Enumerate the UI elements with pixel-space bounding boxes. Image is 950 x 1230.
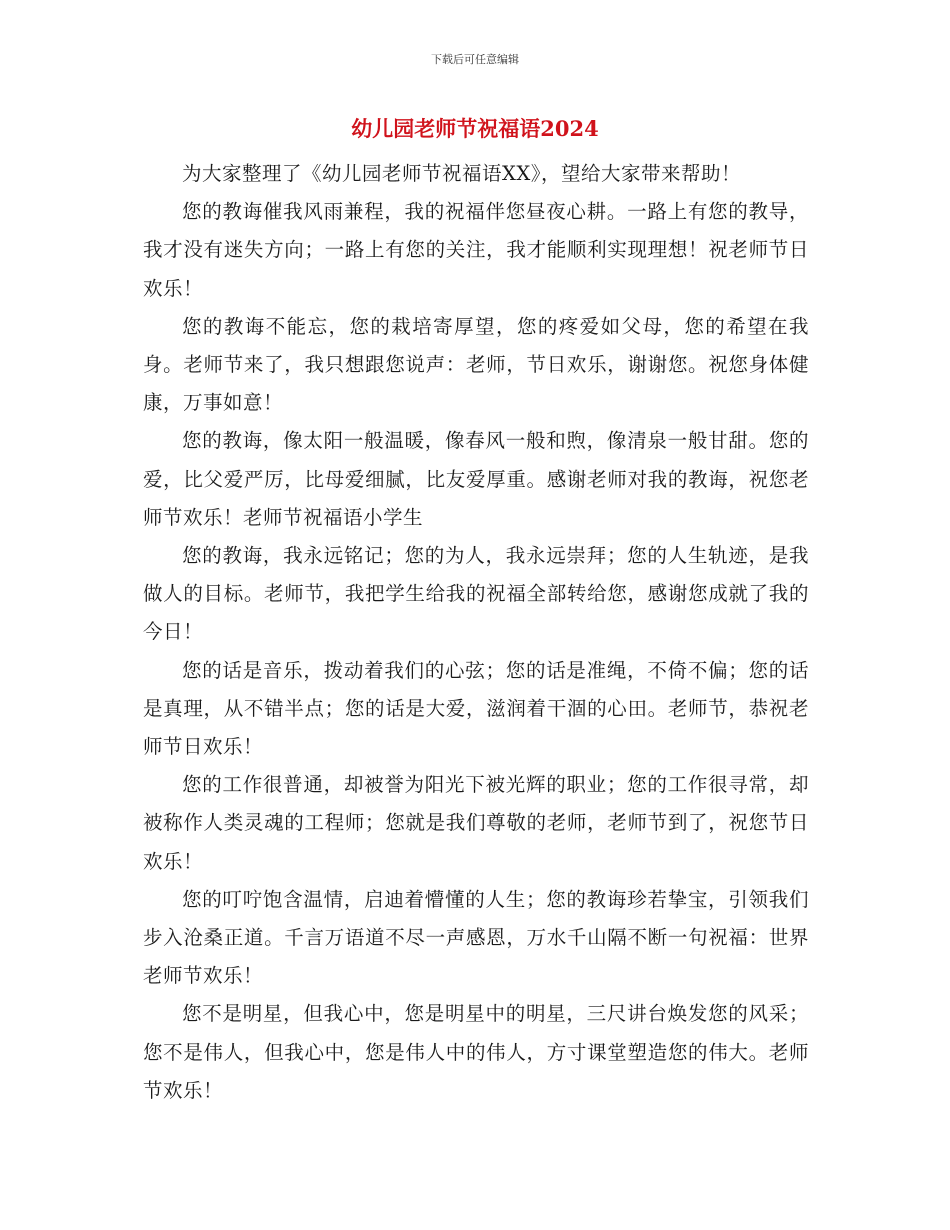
document-title: 幼儿园老师节祝福语2024 <box>351 116 599 141</box>
paragraph-greeting: 您的教诲，像太阳一般温暖，像春风一般和煦，像清泉一般甘甜。您的爱，比父爱严厉，比母爱细腻，比友爱厚重。感谢老师对我的教诲，祝您老师节欢乐！老师节祝福语小学生 <box>143 429 809 529</box>
document-body <box>143 155 809 1110</box>
paragraph-greeting: 您的教诲不能忘，您的栽培寄厚望，您的疼爱如父母，您的希望在我身。老师节来了，我只想跟您说声：老师，节日欢乐，谢谢您。祝您身体健康，万事如意！ <box>143 314 809 415</box>
paragraph-intro: 为大家整理了《幼儿园老师节祝福语XX》，望给大家带来帮助！ <box>182 162 742 185</box>
paragraph-greeting: 您的教诲，我永远铭记；您的为人，我永远崇拜；您的人生轨迹，是我做人的目标。老师节，我把学生给我的祝福全部转给您，感谢您成就了我的今日！ <box>143 544 809 644</box>
paragraph-greeting: 您的话是音乐，拨动着我们的心弦；您的话是准绳，不倚不偏；您的话是真理，从不错半点；您的话是大爱，滋润着干涸的心田。老师节，恭祝老师节日欢乐！ <box>143 658 809 759</box>
paragraph-greeting: 您的工作很普通，却被誉为阳光下被光辉的职业；您的工作很寻常，却被称作人类灵魂的工程师；您就是我们尊敬的老师，老师节到了，祝您节日欢乐！ <box>143 773 809 873</box>
paragraph-greeting: 您的教诲催我风雨兼程，我的祝福伴您昼夜心耕。一路上有您的教导，我才没有迷失方向；一路上有您的关注，我才能顺利实现理想！祝老师节日欢乐！ <box>143 200 809 300</box>
paragraph-greeting: 您不是明星，但我心中，您是明星中的明星，三尺讲台焕发您的风采；您不是伟人，但我心中，您是伟人中的伟人，方寸课堂塑造您的伟大。老师节欢乐！ <box>143 1002 809 1102</box>
page-header-note: 下载后可任意编辑 <box>431 53 519 66</box>
paragraph-greeting: 您的叮咛饱含温情，启迪着懵懂的人生；您的教诲珍若挚宝，引领我们步入沧桑正道。千言万语道不尽一声感恩，万水千山隔不断一句祝福：世界老师节欢乐！ <box>143 887 809 988</box>
